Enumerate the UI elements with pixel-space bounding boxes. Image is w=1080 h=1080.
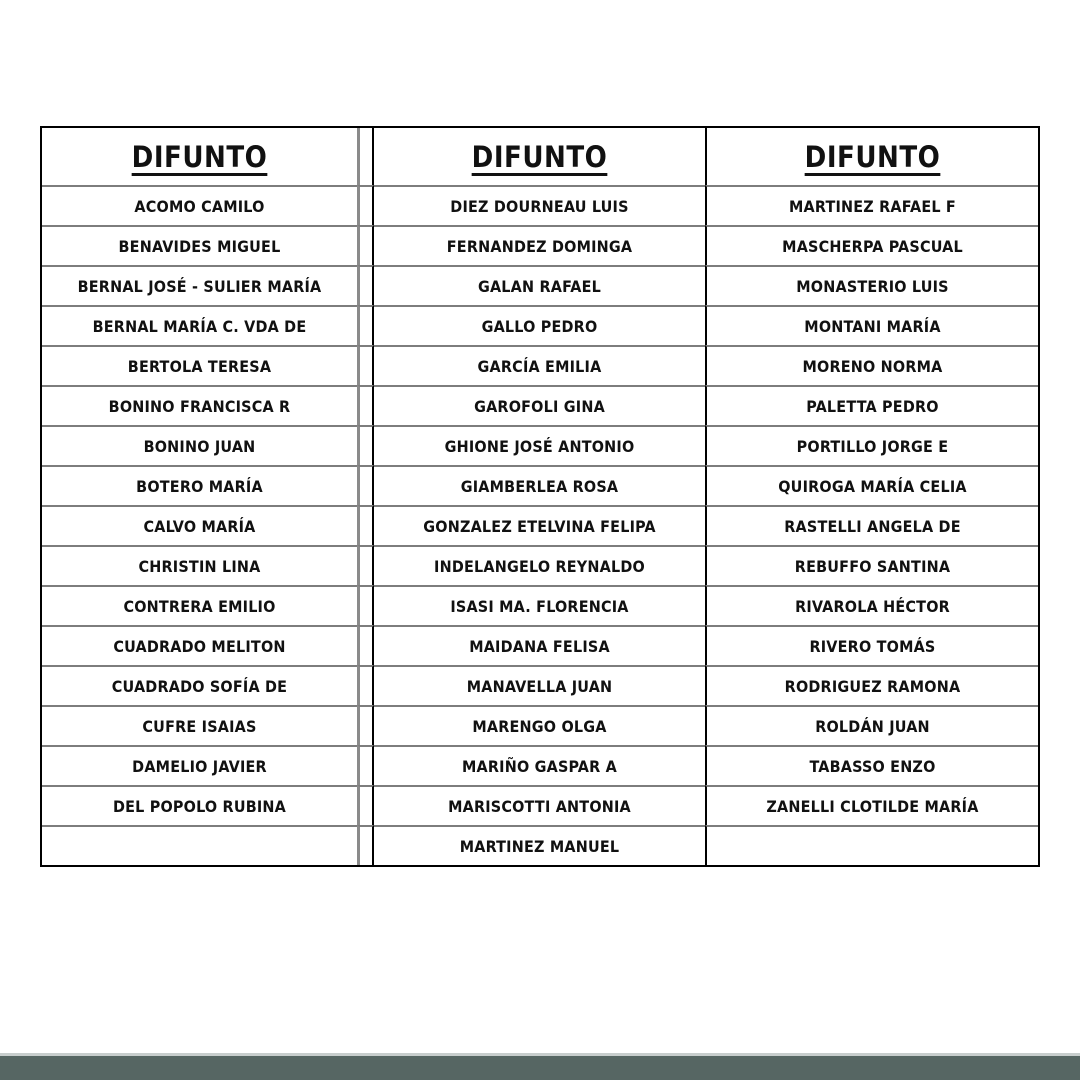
table-cell: FERNANDEZ DOMINGA <box>374 225 705 265</box>
table-cell: CONTRERA EMILIO <box>42 585 357 625</box>
spacer-column-cell <box>357 385 374 425</box>
spacer-column-cell <box>357 225 374 265</box>
table-cell: GAROFOLI GINA <box>374 385 705 425</box>
table-cell: BERTOLA TERESA <box>42 345 357 385</box>
table-cell: GONZALEZ ETELVINA FELIPA <box>374 505 705 545</box>
table-cell: GHIONE JOSÉ ANTONIO <box>374 425 705 465</box>
spacer-column-cell <box>357 825 374 865</box>
table-cell: MONTANI MARÍA <box>705 305 1038 345</box>
table-cell: MARTINEZ MANUEL <box>374 825 705 865</box>
column-header-difunto-3: DIFUNTO <box>705 128 1038 185</box>
table-cell: MASCHERPA PASCUAL <box>705 225 1038 265</box>
spacer-column-cell <box>357 785 374 825</box>
table-cell: RIVERO TOMÁS <box>705 625 1038 665</box>
table-cell: BONINO FRANCISCA R <box>42 385 357 425</box>
table-cell: CUFRE ISAIAS <box>42 705 357 745</box>
table-cell: ISASI MA. FLORENCIA <box>374 585 705 625</box>
spacer-column-cell <box>357 585 374 625</box>
table-cell: MARISCOTTI ANTONIA <box>374 785 705 825</box>
table-cell <box>705 825 1038 865</box>
table-cell: REBUFFO SANTINA <box>705 545 1038 585</box>
table-cell: DIEZ DOURNEAU LUIS <box>374 185 705 225</box>
table-cell: DAMELIO JAVIER <box>42 745 357 785</box>
spacer-column-cell <box>357 505 374 545</box>
table-cell: BOTERO MARÍA <box>42 465 357 505</box>
table-cell: MORENO NORMA <box>705 345 1038 385</box>
table-cell: RODRIGUEZ RAMONA <box>705 665 1038 705</box>
table-cell: GIAMBERLEA ROSA <box>374 465 705 505</box>
difunto-table <box>40 126 1040 867</box>
column-header-difunto-1: DIFUNTO <box>131 139 268 174</box>
table-cell <box>42 825 357 865</box>
spacer-column-cell <box>357 625 374 665</box>
table-cell: MAIDANA FELISA <box>374 625 705 665</box>
table-cell: CALVO MARÍA <box>42 505 357 545</box>
table-cell: RASTELLI ANGELA DE <box>705 505 1038 545</box>
spacer-column-cell <box>357 665 374 705</box>
table-cell: CHRISTIN LINA <box>42 545 357 585</box>
spacer-column-cell <box>357 745 374 785</box>
table-cell: MARTINEZ RAFAEL F <box>705 185 1038 225</box>
bottom-bar <box>0 1053 1080 1080</box>
table-cell: MARENGO OLGA <box>374 705 705 745</box>
table-cell: GALAN RAFAEL <box>374 265 705 305</box>
table-cell: MONASTERIO LUIS <box>705 265 1038 305</box>
spacer-column-cell <box>357 305 374 345</box>
table-cell: CUADRADO SOFÍA DE <box>42 665 357 705</box>
spacer-column-cell <box>357 425 374 465</box>
spacer-column-cell <box>357 705 374 745</box>
table-cell: ROLDÁN JUAN <box>705 705 1038 745</box>
table-cell: TABASSO ENZO <box>705 745 1038 785</box>
spacer-column-cell <box>357 545 374 585</box>
table-cell: MANAVELLA JUAN <box>374 665 705 705</box>
table-cell: BONINO JUAN <box>42 425 357 465</box>
spacer-column-header <box>357 128 374 185</box>
spacer-column-cell <box>357 465 374 505</box>
column-header-difunto-2: DIFUNTO <box>471 139 608 174</box>
table-cell: ZANELLI CLOTILDE MARÍA <box>705 785 1038 825</box>
table-cell: DEL POPOLO RUBINA <box>42 785 357 825</box>
spacer-column-cell <box>357 345 374 385</box>
spacer-column-cell <box>357 185 374 225</box>
table-cell: MARIÑO GASPAR A <box>374 745 705 785</box>
table-cell: PORTILLO JORGE E <box>705 425 1038 465</box>
table-cell: BERNAL MARÍA C. VDA DE <box>42 305 357 345</box>
table-cell: RIVAROLA HÉCTOR <box>705 585 1038 625</box>
table-cell: PALETTA PEDRO <box>705 385 1038 425</box>
table-cell: GALLO PEDRO <box>374 305 705 345</box>
spacer-column-cell <box>357 265 374 305</box>
table-cell: CUADRADO MELITON <box>42 625 357 665</box>
table-cell: INDELANGELO REYNALDO <box>374 545 705 585</box>
table-cell: GARCÍA EMILIA <box>374 345 705 385</box>
table-cell: QUIROGA MARÍA CELIA <box>705 465 1038 505</box>
table-cell: BERNAL JOSÉ - SULIER MARÍA <box>42 265 357 305</box>
table-cell: BENAVIDES MIGUEL <box>42 225 357 265</box>
table-cell: ACOMO CAMILO <box>42 185 357 225</box>
